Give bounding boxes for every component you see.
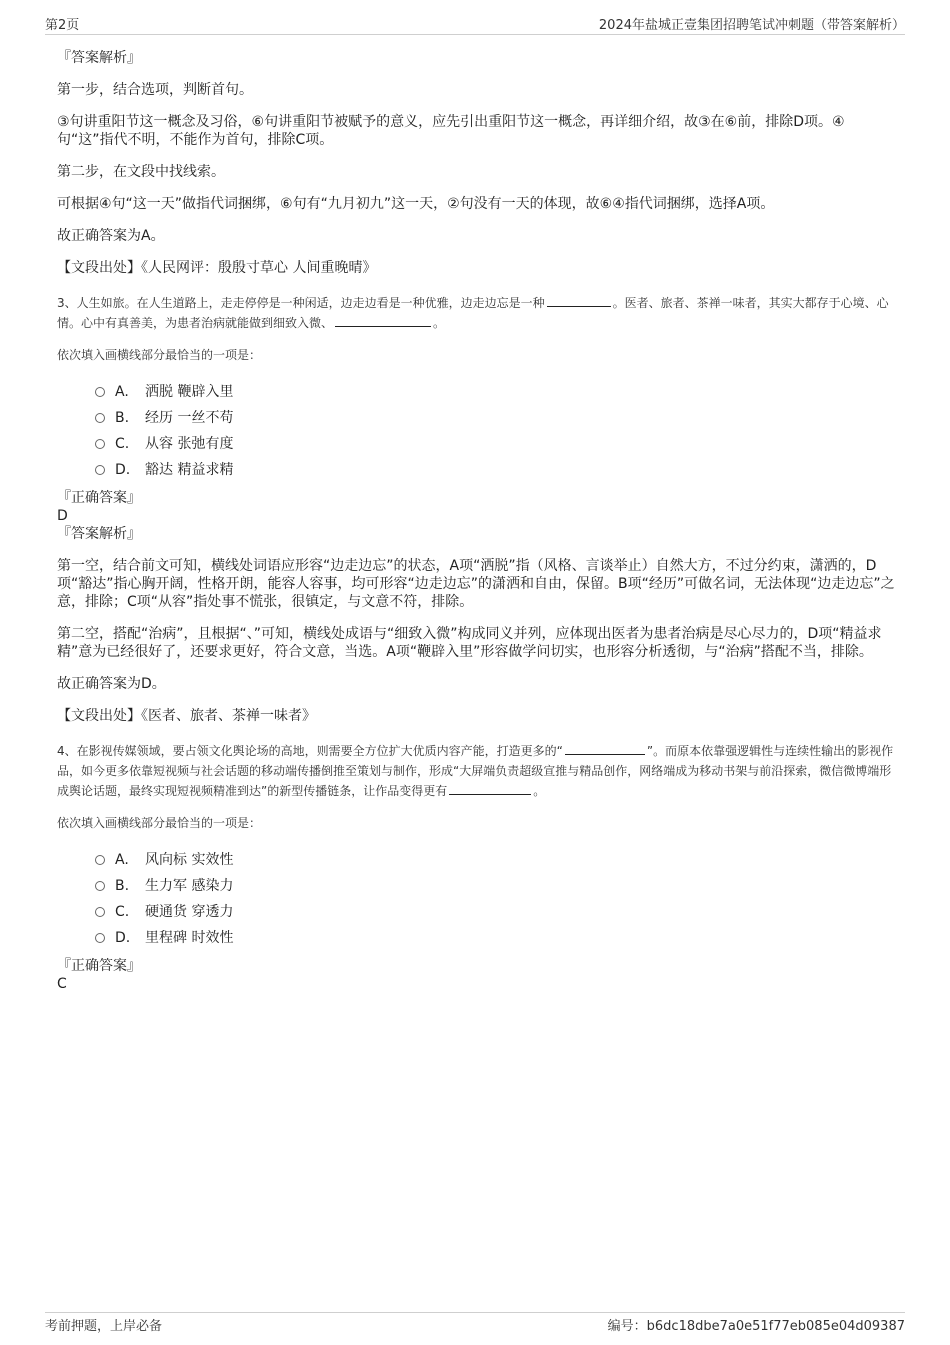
analysis-paragraph: 可根据④句“这一天”做指代词捆绑，⑥句有“九月初九”这一天，②句没有一天的体现，故⑥④指代词捆绑，选择A项。 <box>57 196 775 212</box>
analysis-step1: 第一步，结合选项，判断首句。 <box>57 82 253 98</box>
radio-icon[interactable] <box>95 933 105 943</box>
radio-icon[interactable] <box>95 881 105 891</box>
fill-blank <box>547 294 611 307</box>
question-4-options <box>57 847 897 951</box>
fill-blank <box>565 742 645 755</box>
correct-answer: D <box>57 508 68 524</box>
correct-answer-label: 『正确答案』 <box>57 958 141 974</box>
analysis-step2: 第二步，在文段中找线索。 <box>57 164 225 180</box>
radio-icon[interactable] <box>95 387 105 397</box>
page-footer <box>45 1312 905 1339</box>
radio-icon[interactable] <box>95 439 105 449</box>
page-header <box>45 14 905 35</box>
correct-answer-label: 『正确答案』 <box>57 490 141 506</box>
question-3-stem: 3、人生如旅。在人生道路上，走走停停是一种闲适，边走边看是一种优雅，边走边忘是一种 。医者、旅者、茶禅一味者，其实大都存于心境、心情。心中有真善美，为患者治病就能做到细致入微、 。 <box>57 296 889 330</box>
question-3-options <box>57 379 897 483</box>
option-b[interactable]: B. 生力军 感染力 <box>95 873 897 899</box>
page-content <box>57 44 897 993</box>
option-c[interactable]: C. 硬通货 穿透力 <box>95 899 897 925</box>
question-instruction: 依次填入画横线部分最恰当的一项是： <box>57 348 262 362</box>
question-4-stem: 4、在影视传媒领域，要占领文化舆论场的高地，则需要全方位扩大优质内容产能，打造更多的“ ”。而原本依靠强逻辑性与连续性输出的影视作品，如今更多依靠短视频与社会话题的移动端传播倒推至策划与制作，形成“大屏端负责超级宣推与精品创作，网络端成为移动书架与前沿探索，微信微博端形成舆论话题，最终实现短视频精准到达”的新型传播链条，让作品变得更有 。 <box>57 744 894 798</box>
page-number: 第2页 <box>45 18 80 33</box>
analysis-label: 『答案解析』 <box>57 50 141 66</box>
analysis-paragraph: ③句讲重阳节这一概念及习俗，⑥句讲重阳节被赋予的意义，应先引出重阳节这一概念，再详细介绍，故③在⑥前，排除D项。④句“这”指代不明，不能作为首句，排除C项。 <box>57 114 845 148</box>
document-title: 2024年盐城正壹集团招聘笔试冲刺题（带答案解析） <box>598 18 905 33</box>
source-citation: 【文段出处】《人民网评：殷殷寸草心 人间重晚晴》 <box>57 260 377 276</box>
analysis-conclusion: 故正确答案为D。 <box>57 676 166 692</box>
document-code: 编号：b6dc18dbe7a0e51f77eb085e04d09387 <box>607 1319 905 1334</box>
option-a[interactable]: A. 风向标 实效性 <box>95 847 897 873</box>
question-instruction: 依次填入画横线部分最恰当的一项是： <box>57 816 262 830</box>
analysis-conclusion: 故正确答案为A。 <box>57 228 165 244</box>
radio-icon[interactable] <box>95 465 105 475</box>
radio-icon[interactable] <box>95 855 105 865</box>
analysis-paragraph: 第一空，结合前文可知，横线处词语应形容“边走边忘”的状态，A项“洒脱”指（风格、言谈举止）自然大方，不过分约束，潇洒的，D项“豁达”指心胸开阔，性格开朗，能容人容事，均可形容“边走边忘”的潇洒和自由，保留。B项“经历”可做名词，无法体现“边走边忘”之意，排除；C项“从容”指处事不慌张，很镇定，与文意不符，排除。 <box>57 558 895 610</box>
analysis-paragraph: 第二空，搭配“治病”，且根据“、”可知，横线处成语与“细致入微”构成同义并列，应体现出医者为患者治病是尽心尽力的，D项“精益求精”意为已经很好了，还要求更好，符合文意，当选。A项“鞭辟入里”形容做学问切实，也形容分析透彻，与“治病”搭配不当，排除。 <box>57 626 882 660</box>
option-d[interactable]: D. 豁达 精益求精 <box>95 457 897 483</box>
analysis-label: 『答案解析』 <box>57 526 141 542</box>
option-c[interactable]: C. 从容 张弛有度 <box>95 431 897 457</box>
option-a[interactable]: A. 洒脱 鞭辟入里 <box>95 379 897 405</box>
option-d[interactable]: D. 里程碑 时效性 <box>95 925 897 951</box>
source-citation: 【文段出处】《医者、旅者、茶禅一味者》 <box>57 708 316 724</box>
radio-icon[interactable] <box>95 907 105 917</box>
radio-icon[interactable] <box>95 413 105 423</box>
option-b[interactable]: B. 经历 一丝不苟 <box>95 405 897 431</box>
fill-blank <box>449 782 531 795</box>
fill-blank <box>335 314 431 327</box>
correct-answer: C <box>57 976 67 992</box>
footer-slogan: 考前押题，上岸必备 <box>45 1319 163 1334</box>
